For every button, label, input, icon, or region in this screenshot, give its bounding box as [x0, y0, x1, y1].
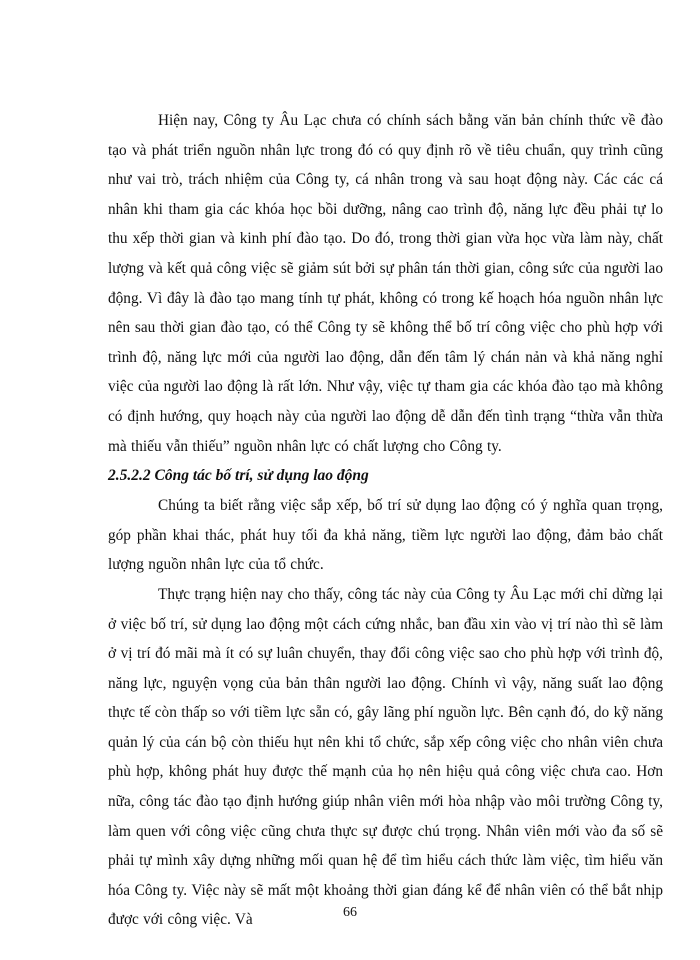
- page-number: 66: [343, 905, 357, 920]
- section-heading: 2.5.2.2 Công tác bố trí, sử dụng lao động: [108, 467, 369, 485]
- document-page: [108, 106, 663, 935]
- paragraph-labor-arrangement-intro: Chúng ta biết rằng việc sắp xếp, bố trí sử dụng lao động có ý nghĩa quan trọng, góp phần khai thác, phát huy tối đa khả năng, tiềm lực người lao động, đảm bảo chất lượng nguồn nhân lực của tổ chức.: [108, 497, 663, 574]
- paragraph-current-situation: Thực trạng hiện nay cho thấy, công tác này của Công ty Âu Lạc mới chỉ dừng lại ở việc bố trí, sử dụng lao động một cách cứng nhắc, ban đầu xin vào vị trí nào thì sẽ làm ở vị trí đó mãi mà ít có sự luân chuyển, thay đổi công việc sao cho phù hợp với trình độ, năng lực, nguyện vọng của bản thân người lao động. Chính vì vậy, năng suất lao động thực tế còn thấp so với tiềm lực sẵn có, gây lãng phí nguồn lực. Bên cạnh đó, do kỹ năng quản lý của cán bộ còn thiếu hụt nên khi tổ chức, sắp xếp công việc cho nhân viên chưa phù hợp, không phát huy được thế mạnh của họ nên hiệu quả công việc chưa cao. Hơn nữa, công tác đào tạo định hướng giúp nhân viên mới hòa nhập vào môi trường Công ty, làm quen với công việc cũng chưa thực sự được chú trọng. Nhân viên mới vào đa số sẽ phải tự mình xây dựng những mối quan hệ để tìm hiểu cách thức làm việc, tìm hiểu văn hóa Công ty. Việc này sẽ mất một khoảng thời gian đáng kể để nhân viên có thể bắt nhịp được với công việc. Và: [108, 585, 663, 929]
- paragraph-training-policy: Hiện nay, Công ty Âu Lạc chưa có chính sách bằng văn bản chính thức về đào tạo và phát triển nguồn nhân lực trong đó có quy định rõ về tiêu chuẩn, quy trình cũng như vai trò, trách nhiệm của Công ty, cá nhân trong và sau hoạt động này. Các các cá nhân khi tham gia các khóa học bồi dưỡng, nâng cao trình độ, năng lực đều phải tự lo thu xếp thời gian và kinh phí đào tạo. Do đó, trong thời gian vừa học vừa làm này, chất lượng và kết quả công việc sẽ giảm sút bởi sự phân tán thời gian, công sức của người lao động. Vì đây là đào tạo mang tính tự phát, không có trong kế hoạch hóa nguồn nhân lực nên sau thời gian đào tạo, có thể Công ty sẽ không thể bố trí công việc cho phù hợp với trình độ, năng lực mới của người lao động, dẫn đến tâm lý chán nản và khả năng nghỉ việc của người lao động là rất lớn. Như vậy, việc tự tham gia các khóa đào tạo mà không có định hướng, quy hoạch này của người lao động dễ dẫn đến tình trạng “thừa vẫn thừa mà thiếu vẫn thiếu” nguồn nhân lực có chất lượng cho Công ty.: [108, 112, 663, 455]
